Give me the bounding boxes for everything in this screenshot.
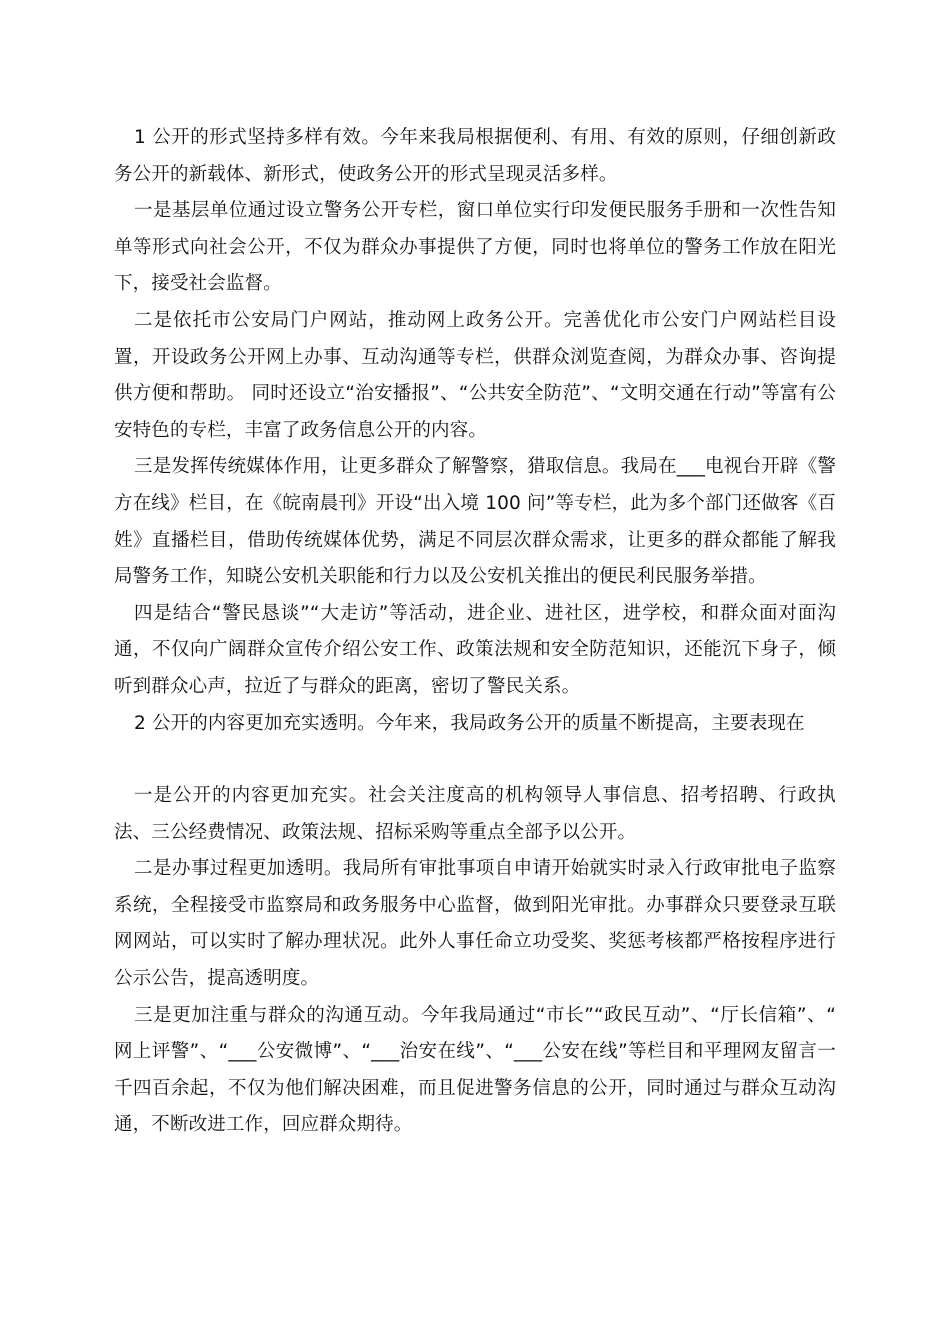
paragraph-gap [114,742,836,778]
paragraph-content-substantial: 一是公开的内容更加充实。社会关注度高的机构领导人事信息、招考招聘、行政执法、三公经费情况、政策法规、招标采购等重点全部予以公开。 [114,785,836,843]
paragraph-portal-website: 二是依托市公安局门户网站，推动网上政务公开。完善优化市公安门户网站栏目设置，开设政务公开网上办事、互动沟通等专栏，供群众浏览查阅，为群众办事、咨询提供方便和帮助。 同时还设立“治安播报”、“公共安全防范”、“文明交通在行动”等富有公安特色的专栏，丰富了政务信息公开的内容。 [114,309,836,441]
paragraph-community-visits: 四是结合“警民恳谈”“大走访”等活动，进企业、进社区，进学校，和群众面对面沟通，不仅向广阔群众宣传介绍公安工作、政策法规和安全防范知识，还能沉下身子，倾听到群众心声，拉近了与群众的距离，密切了警民关系。 [114,602,836,697]
paragraph-traditional-media: 三是发挥传统媒体作用，让更多群众了解警察，猎取信息。我局在___电视台开辟《警方在线》栏目，在《皖南晨刊》开设“出入境 100 问”等专栏，此为多个部门还做客《百姓》直播栏目，借助传统媒体优势，满足不同层次群众需求，让更多的群众都能了解我局警务工作，知晓公安机关职能和行力以及公安机关推出的便民利民服务举措。 [114,456,836,588]
paragraph-process-transparent: 二是办事过程更加透明。我局所有审批事项自申请开始就实时录入行政审批电子监察系统，全程接受市监察局和政务服务中心监督，做到阳光审批。办事群众只要登录互联网网站，可以实时了解办理状况。此外人事任命立功受奖、奖惩考核都严格按程序进行公示公告，提高透明度。 [114,858,836,990]
paragraph-grassroots-column: 一是基层单位通过设立警务公开专栏，窗口单位实行印发便民服务手册和一次性告知单等形式向社会公开，不仅为群众办事提供了方便，同时也将单位的警务工作放在阳光下，接受社会监督。 [114,200,836,295]
document-body [114,120,836,1144]
paragraph-public-interaction: 三是更加注重与群众的沟通互动。今年我局通过“市长”“政民互动”、“厅长信箱”、“ 网上评警”、“___公安微博”、“___治安在线”、“___公安在线”等栏目和平理网友留言一千四百余起，不仅为他们解决困难，而且促进警务信息的公开，同时通过与群众互动沟通，不断改进工作，回应群众期待。 [114,1004,836,1136]
paragraph-form-diverse: 1 公开的形式坚持多样有效。今年来我局根据便利、有用、有效的原则，仔细创新政务公开的新载体、新形式，使政务公开的形式呈现灵活多样。 [114,127,836,185]
paragraph-content-transparent: 2 公开的内容更加充实透明。今年来，我局政务公开的质量不断提高，主要表现在 [134,712,805,734]
